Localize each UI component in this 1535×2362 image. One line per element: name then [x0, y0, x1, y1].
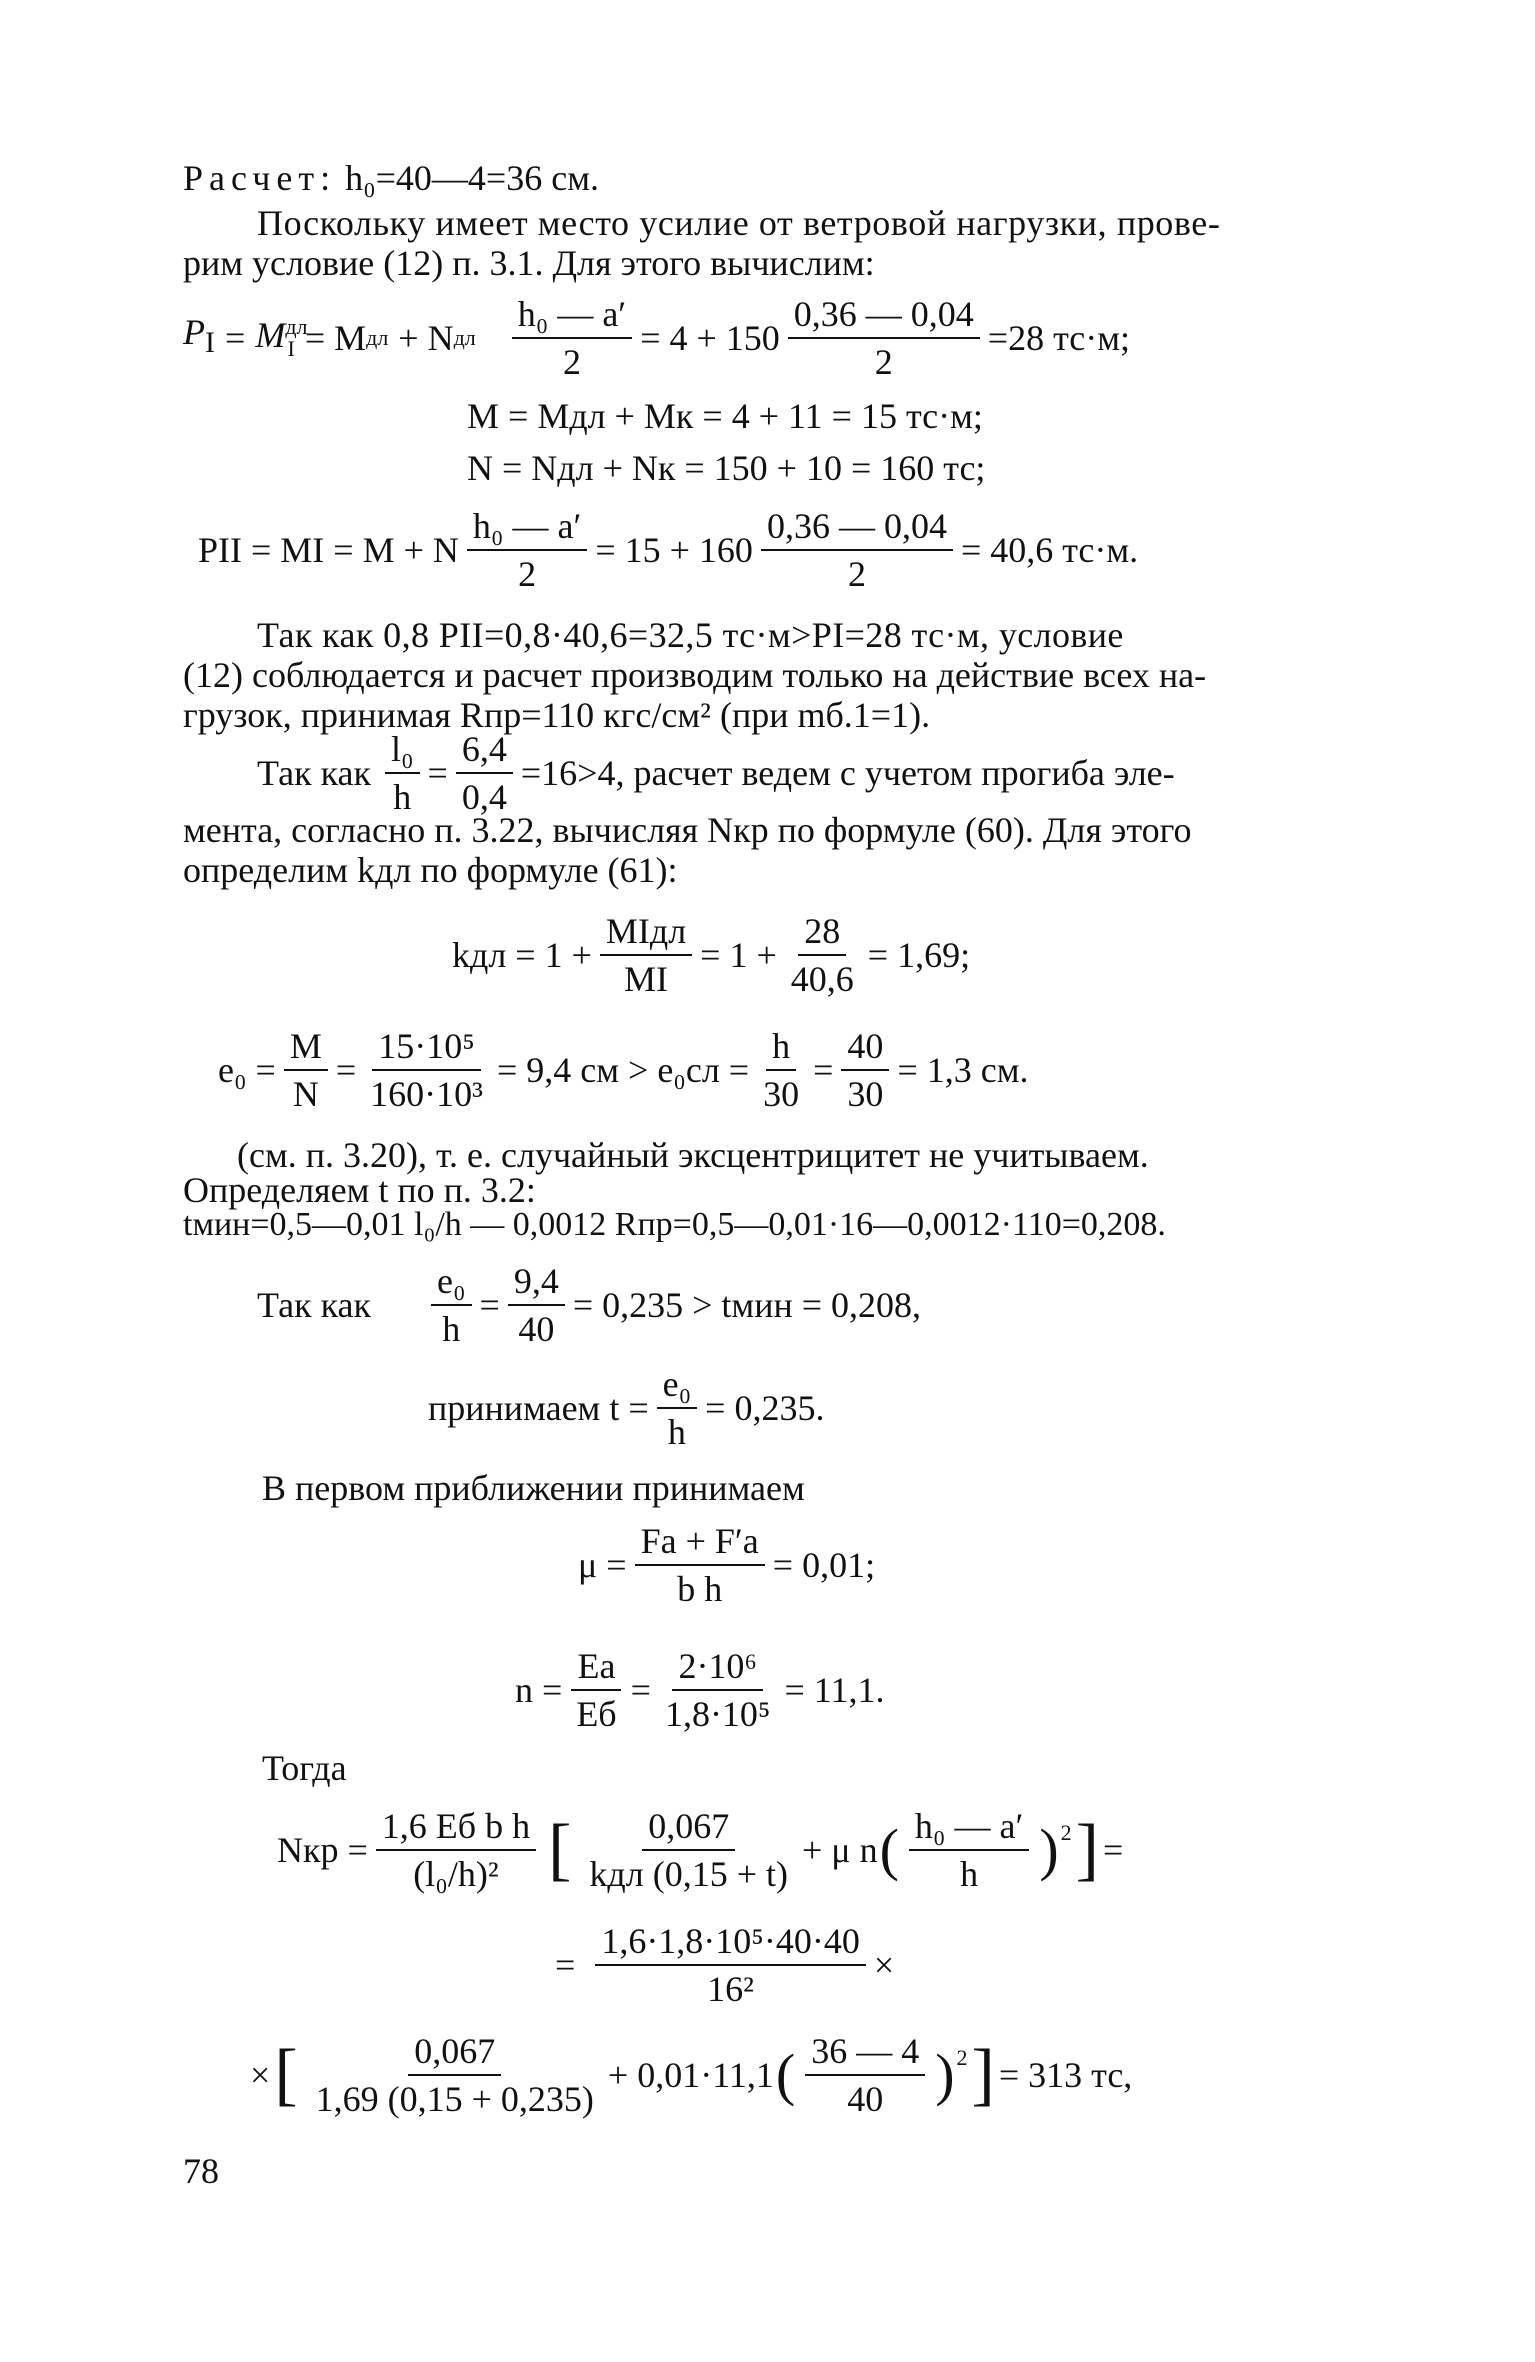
p2-fraction-2: $\frac{0,36 — 0,04}{2}$ — [761, 507, 953, 593]
p1-fraction-1: $\frac{\text{h₀ — a′}}{2}$ — [512, 295, 632, 381]
nkr3-left-bracket: [ — [274, 2036, 298, 2113]
para2-line1: Так как 0,8 PII=0,8·40,6=32,5 тс·м>PI=28 тс·м, условие — [257, 615, 1124, 655]
para2-line3: грузок, принимая Rпр=110 кгс/см² (при mб.1=1). — [183, 695, 931, 735]
equation-t — [257, 1255, 921, 1355]
nkr1-fraction-2: $\frac{0,067}{\text{kдл (0,15 + t)}}$ — [589, 1806, 788, 1894]
equation-e0 — [218, 1020, 1028, 1120]
para3-line1 — [257, 728, 1175, 818]
n-result: = 11,1. — [784, 1670, 885, 1710]
nkr3-lhs: × — [250, 2055, 271, 2095]
equation-nkr-1 — [277, 1795, 1123, 1905]
nkr3-left-paren: ( — [775, 2042, 796, 2107]
nkr2-result: × — [873, 1945, 895, 1985]
nkr1-lhs: Nкр = — [277, 1830, 368, 1870]
equation-nkr-3 — [250, 2020, 1132, 2130]
nkr3-right-bracket: ] — [971, 2036, 995, 2113]
nkr2-lhs: = — [555, 1945, 576, 1985]
nkr1-square: 2 — [1060, 1820, 1072, 1845]
nkr1-plus: + μ n — [801, 1830, 878, 1870]
nkr3-result: = 313 тс, — [998, 2055, 1133, 2095]
equation-nkr-2 — [555, 1915, 894, 2015]
k-eq: = 1 + — [700, 935, 777, 975]
nkr3-plus: + 0,01·11,1 — [607, 2055, 774, 2095]
n-fraction-1: $\frac{Ea}{Eб}$ — [570, 1647, 622, 1733]
k-result: = 1,69; — [867, 935, 971, 975]
para3-start: Так как — [257, 753, 371, 793]
nkr1-right-bracket: ] — [1075, 1811, 1099, 1888]
mu-lhs: μ = — [578, 1545, 627, 1585]
nkr1-right-paren: ) — [1039, 1817, 1059, 1882]
nkr3-fraction-1: $\frac{0,067}{1,69 (0,15 + 0,235)}$ — [315, 2031, 594, 2119]
para1-line2: рим условие (12) п. 3.1. Для этого вычислим: — [183, 243, 875, 283]
p2-result: = 40,6 тс·м. — [960, 530, 1139, 570]
para3-fraction-1: $\frac{\text{l₀}}{h}$ — [385, 730, 420, 816]
e0-fraction-2: $\frac{\text{15·10⁵}}{\text{160·10³}}$ — [370, 1026, 483, 1114]
equation-n: N = Nдл + Nк = 150 + 10 = 160 тс; — [467, 448, 986, 488]
nkr1-fraction-1: $\frac{\text{1,6 Eб b h}}{\text{(l₀/h)²}}$ — [376, 1807, 536, 1893]
nkr3-fraction-2: $\frac{36 — 4}{40}$ — [805, 2032, 925, 2118]
p1-n-sub: дл — [453, 325, 476, 350]
t-fraction-2: $\frac{9,4}{40}$ — [508, 1262, 565, 1348]
para4-line3: tмин=0,5—0,01 l₀/h — 0,0012 Rпр=0,5—0,01·16—0,0012·110=0,208. — [183, 1206, 1166, 1243]
equation-mu — [578, 1515, 875, 1615]
p1-lhs: $P_I$ — [183, 312, 215, 360]
calc-label: Расчет: — [183, 158, 337, 198]
equation-p2 — [198, 500, 1138, 600]
t-start: Так как — [257, 1285, 371, 1325]
e0-fraction-1: $\frac{M}{N}$ — [284, 1027, 328, 1113]
para1-line1: Поскольку имеет место усилие от ветровой нагрузки, прове- — [257, 203, 1221, 243]
e0-eq1: = — [335, 1050, 357, 1090]
equation-p1 — [183, 288, 1130, 388]
calc-line — [183, 158, 599, 198]
k-lhs: kдл = 1 + — [452, 935, 592, 975]
n-fraction-2: $\frac{\text{2·10⁶}}{\text{1,8·10⁵}}$ — [664, 1646, 771, 1734]
e0-fraction-3: $\frac{h}{30}$ — [763, 1026, 800, 1114]
para6-line1: Тогда — [262, 1748, 347, 1788]
n-lhs: n = — [515, 1670, 563, 1710]
para2-line2: (12) соблюдается и расчет производим только на действие всех на- — [183, 655, 1207, 695]
k-fraction-1: $\frac{\text{MIдл}}{MI}$ — [600, 912, 692, 998]
nkr3-right-paren: ) — [935, 2042, 955, 2107]
nkr1-left-paren: ( — [879, 1817, 899, 1882]
e0-fraction-4: $\frac{40}{30}$ — [841, 1027, 889, 1113]
e0-eq2: = — [813, 1050, 834, 1090]
t2-start: принимаем t = — [428, 1388, 649, 1428]
p1-eq1: = — [225, 318, 246, 358]
p1-fraction-2: $\frac{0,36 — 0,04}{2}$ — [788, 295, 980, 381]
e0-result: = 1,3 см. — [897, 1050, 1029, 1090]
p2-fraction-1: $\frac{\text{h₀ — a′}}{2}$ — [467, 507, 587, 593]
p1-eq2: = M — [304, 318, 367, 358]
k-fraction-2: $\frac{28}{40,6}$ — [790, 911, 854, 999]
p1-plus: + N — [398, 318, 454, 358]
e0-mid: = 9,4 см > e₀сл = — [496, 1050, 750, 1090]
p2-lhs: PII = MI = M + N — [198, 530, 459, 570]
para3-rest: =16>4, расчет ведем с учетом прогиба эле- — [520, 753, 1175, 793]
para3-fraction-2: $\frac{6,4}{0,4}$ — [456, 730, 513, 816]
p2-eq: = 15 + 160 — [595, 530, 753, 570]
equation-m: M = Mдл + Mк = 4 + 11 = 15 тс·м; — [467, 396, 983, 436]
mu-result: = 0,01; — [772, 1545, 876, 1585]
p1-m2-sub: дл — [366, 325, 389, 350]
para4-line2: Определяем t по п. 3.2: — [183, 1170, 536, 1210]
nkr1-result: = — [1102, 1830, 1124, 1870]
nkr1-left-bracket: [ — [548, 1811, 572, 1888]
equation-t2 — [428, 1358, 824, 1458]
equation-n-ratio — [515, 1640, 884, 1740]
para3-line2: мента, согласно п. 3.22, вычисляя Nкр по формуле (60). Для этого — [183, 810, 1192, 850]
nkr1-fraction-3: $\frac{\text{h₀ — a′}}{h}$ — [909, 1807, 1029, 1893]
t2-fraction: $\frac{\text{e₀}}{h}$ — [657, 1365, 698, 1451]
para3-line3: определим kдл по формуле (61): — [183, 850, 678, 890]
t-result: = 0,235 > tмин = 0,208, — [572, 1285, 922, 1325]
nkr3-square: 2 — [956, 2045, 968, 2070]
para4-line1: (см. п. 3.20), т. е. случайный эксцентрицитет не учитываем. — [237, 1135, 1149, 1175]
para5-line1: В первом приближении принимаем — [262, 1468, 805, 1508]
t-eq: = — [479, 1285, 500, 1325]
p1-m: $M^{дл}_I$ — [255, 314, 308, 361]
nkr2-fraction: $\frac{\text{1,6·1,8·10⁵·40·40}}{\text{16²}}$ — [595, 1922, 866, 2008]
mu-fraction: $\frac{Fa + F'a}{\text{b h}}$ — [635, 1522, 765, 1608]
n-eq: = — [630, 1670, 651, 1710]
calc-text: h₀=40—4=36 см. — [345, 158, 599, 198]
equation-k — [452, 900, 970, 1010]
t2-result: = 0,235. — [705, 1388, 825, 1428]
e0-lhs: e₀ = — [218, 1050, 276, 1090]
p1-eq3: = 4 + 150 — [640, 318, 780, 358]
p1-result: =28 тс·м; — [987, 318, 1131, 358]
t-fraction-1: $\frac{\text{e₀}}{h}$ — [431, 1262, 472, 1348]
page-number: 78 — [183, 2151, 219, 2191]
para3-eq: = — [427, 753, 448, 793]
